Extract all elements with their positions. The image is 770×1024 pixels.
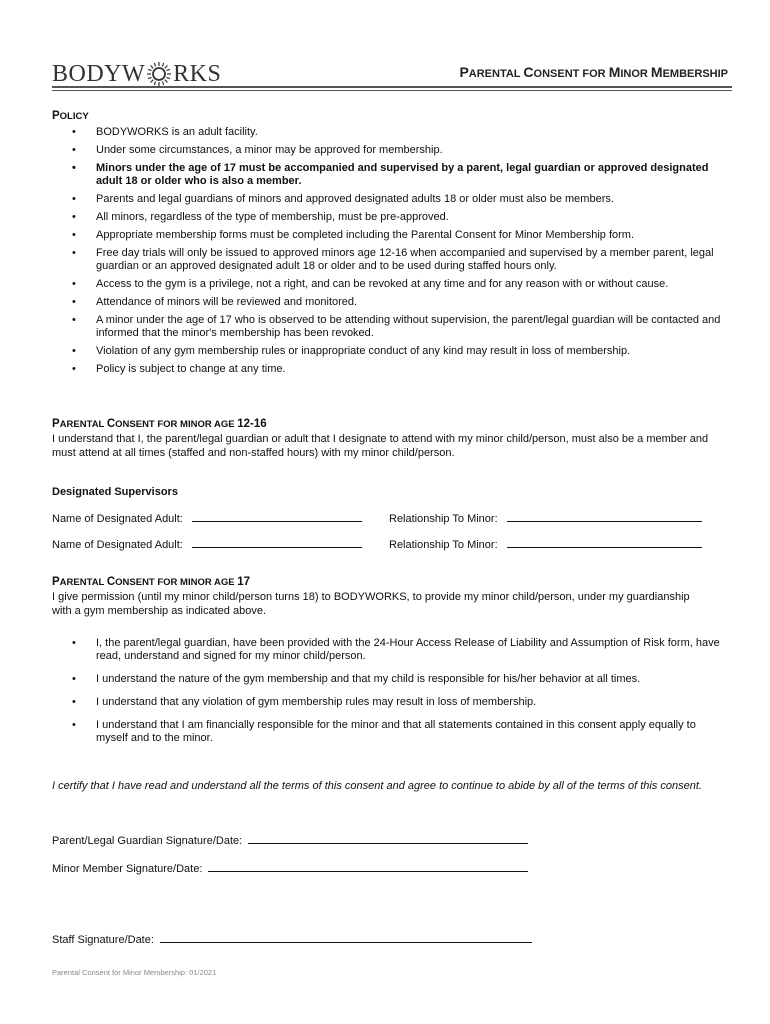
relationship-label: Relationship To Minor: bbox=[389, 513, 498, 525]
consent-17-heading: PARENTAL CONSENT FOR MINOR AGE 17 bbox=[52, 576, 251, 588]
certify-statement: I certify that I have read and understand all the terms of this consent and agree to continue to abide by all of the terms of this consent. bbox=[52, 780, 702, 792]
staff-signature-field[interactable] bbox=[160, 931, 532, 943]
policy-heading: POLICY bbox=[52, 110, 89, 122]
list-item: • Access to the gym is a privilege, not a right, and can be revoked at any time and for any reason with or without cause. bbox=[52, 278, 722, 291]
list-item: • Minors under the age of 17 must be accompanied and supervised by a parent, legal guardian or approved designated adult 18 or older who is also a member. bbox=[52, 162, 722, 188]
list-item: • All minors, regardless of the type of membership, must be pre-approved. bbox=[52, 211, 722, 224]
list-item: • Parents and legal guardians of minors and approved designated adults 18 or older must also be members. bbox=[52, 193, 722, 206]
logo-text-right: RKS bbox=[173, 60, 222, 87]
document-title: PARENTAL CONSENT FOR MINOR MEMBERSHIP bbox=[459, 64, 728, 80]
designated-adult-label: Name of Designated Adult: bbox=[52, 513, 183, 525]
policy-list bbox=[52, 126, 722, 381]
minor-signature-row bbox=[52, 860, 528, 875]
list-item: • Policy is subject to change at any time. bbox=[52, 363, 722, 376]
supervisor-row-1 bbox=[52, 510, 498, 525]
list-item: • Under some circumstances, a minor may be approved for membership. bbox=[52, 144, 722, 157]
list-item: • A minor under the age of 17 who is observed to be attending without supervision, the parent/legal guardian will be contacted and informed that the minor's membership has been revoked. bbox=[52, 314, 722, 340]
list-item: • I, the parent/legal guardian, have been provided with the 24-Hour Access Release of Liability and Assumption of Risk form, have read, understand and signed for my minor child/person. bbox=[52, 637, 722, 663]
designated-adult-label: Name of Designated Adult: bbox=[52, 539, 183, 551]
parent-signature-label: Parent/Legal Guardian Signature/Date: bbox=[52, 835, 243, 847]
consent-12-16-text: I understand that I, the parent/legal guardian or adult that I designate to attend with my minor child/person, must also be a member and must attend at all times (staffed and non-staffed hours) with my minor child/person. bbox=[52, 433, 709, 459]
consent-12-16-heading: PARENTAL CONSENT FOR MINOR AGE 12-16 bbox=[52, 418, 267, 430]
list-item: • I understand that any violation of gym membership rules may result in loss of membership. bbox=[52, 696, 722, 709]
list-item: • Attendance of minors will be reviewed and monitored. bbox=[52, 296, 722, 309]
staff-signature-label: Staff Signature/Date: bbox=[52, 934, 154, 946]
list-item: • BODYWORKS is an adult facility. bbox=[52, 126, 722, 139]
minor-signature-label: Minor Member Signature/Date: bbox=[52, 863, 203, 875]
consent-17-list bbox=[52, 637, 722, 755]
relationship-label: Relationship To Minor: bbox=[389, 539, 498, 551]
designated-supervisors-heading: Designated Supervisors bbox=[52, 486, 178, 498]
header-rule bbox=[52, 86, 732, 88]
staff-signature-row bbox=[52, 931, 532, 946]
list-item: • I understand that I am financially responsible for the minor and that all statements contained in this consent apply equally to myself and to the minor. bbox=[52, 719, 722, 745]
designated-adult-field[interactable] bbox=[192, 536, 362, 548]
minor-signature-field[interactable] bbox=[208, 860, 528, 872]
consent-17-text: I give permission (until my minor child/person turns 18) to BODYWORKS, to provide my minor child/person, under my guardianship with a gym membership as indicated above. bbox=[52, 591, 690, 617]
list-item: • Appropriate membership forms must be completed including the Parental Consent for Minor Membership form. bbox=[52, 229, 722, 242]
relationship-field[interactable] bbox=[507, 536, 702, 548]
supervisor-row-2 bbox=[52, 536, 498, 551]
parent-signature-row bbox=[52, 832, 528, 847]
parent-signature-field[interactable] bbox=[248, 832, 528, 844]
logo-text-left: BODYW bbox=[52, 60, 146, 87]
header-rule-thin bbox=[52, 90, 732, 91]
relationship-field[interactable] bbox=[507, 510, 702, 522]
designated-adult-field[interactable] bbox=[192, 510, 362, 522]
footer-version: Parental Consent for Minor Membership: 01/2021 bbox=[52, 968, 217, 977]
sun-logo-icon bbox=[146, 61, 172, 87]
list-item: • Free day trials will only be issued to approved minors age 12-16 when accompanied and supervised by a member parent, legal guardian or an approved designated adult 18 or older and to be used during staffed hours only. bbox=[52, 247, 722, 273]
list-item: • Violation of any gym membership rules or inappropriate conduct of any kind may result in loss of membership. bbox=[52, 345, 722, 358]
list-item: • I understand the nature of the gym membership and that my child is responsible for his/her behavior at all times. bbox=[52, 673, 722, 686]
